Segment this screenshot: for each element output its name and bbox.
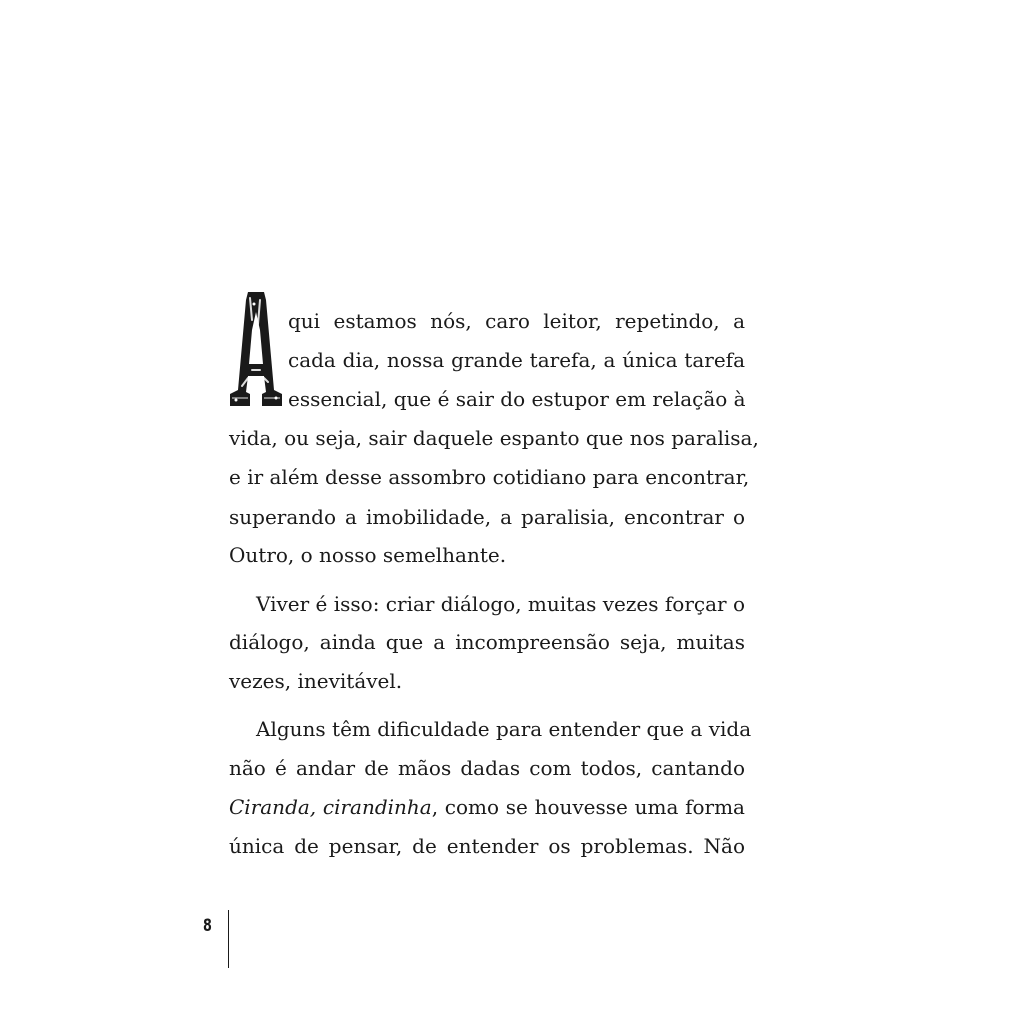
text-line: não é andar de mãos dadas com todos, cantando bbox=[229, 756, 745, 780]
page-number-divider bbox=[228, 910, 229, 968]
text-line: Outro, o nosso semelhante. bbox=[229, 543, 507, 567]
text-line: Viver é isso: criar diálogo, muitas vezes forçar o bbox=[256, 592, 745, 616]
text-line: vezes, inevitável. bbox=[229, 669, 403, 693]
text-line bbox=[229, 795, 745, 819]
text-line: essencial, que é sair do estupor em relação à bbox=[288, 387, 746, 411]
text-line: superando a imobilidade, a paralisia, encontrar o bbox=[229, 505, 745, 529]
text-line: diálogo, ainda que a incompreensão seja, muitas bbox=[229, 630, 745, 654]
text-line: e ir além desse assombro cotidiano para encontrar, bbox=[229, 465, 750, 489]
text-fragment: , como se houvesse uma forma bbox=[431, 795, 745, 819]
text-line: única de pensar, de entender os problemas. Não bbox=[229, 834, 745, 858]
text-line: qui estamos nós, caro leitor, repetindo, a bbox=[288, 309, 745, 333]
page-number: 8 bbox=[203, 916, 212, 936]
text-line: Alguns têm dificuldade para entender que a vida bbox=[256, 717, 752, 741]
text-line: cada dia, nossa grande tarefa, a única tarefa bbox=[288, 348, 745, 372]
drop-cap-letter bbox=[228, 290, 284, 408]
text-line: vida, ou seja, sair daquele espanto que nos paralisa, bbox=[229, 426, 759, 450]
italic-song-title: Ciranda, cirandinha bbox=[229, 795, 432, 819]
